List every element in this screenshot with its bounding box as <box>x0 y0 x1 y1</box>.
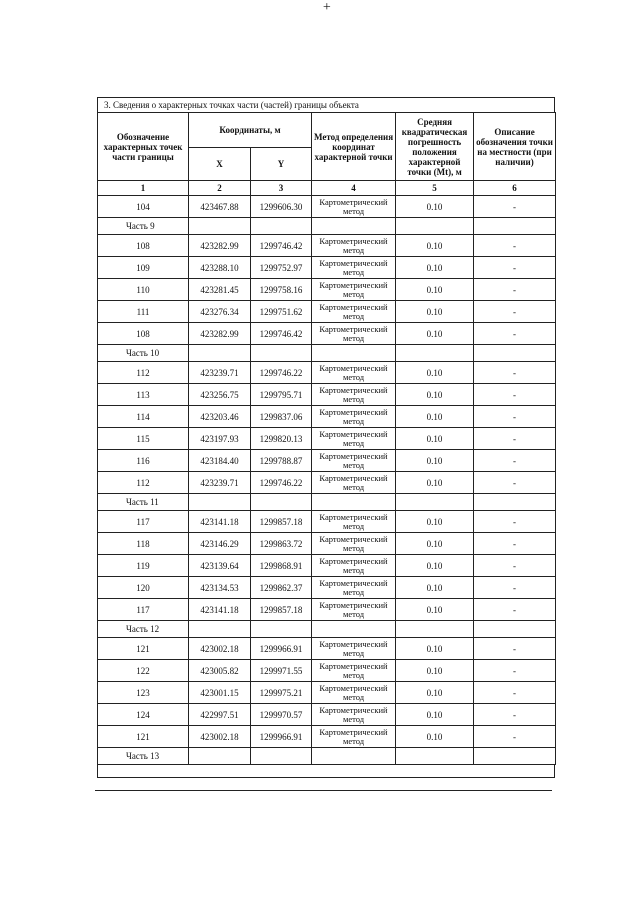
description-cell: - <box>474 450 556 472</box>
point-id: 117 <box>98 511 189 533</box>
accuracy-cell: 0.10 <box>396 533 474 555</box>
coord-y: 1299857.18 <box>251 511 312 533</box>
table-row <box>98 362 556 384</box>
column-number: 1 <box>98 181 189 196</box>
coord-y: 1299975.21 <box>251 682 312 704</box>
accuracy-cell: 0.10 <box>396 599 474 621</box>
point-id: 118 <box>98 533 189 555</box>
point-id: 119 <box>98 555 189 577</box>
coord-x: 423239.71 <box>189 472 251 494</box>
point-id: 120 <box>98 577 189 599</box>
description-cell: - <box>474 704 556 726</box>
accuracy-cell: 0.10 <box>396 235 474 257</box>
table-row <box>98 450 556 472</box>
coord-y: 1299820.13 <box>251 428 312 450</box>
coord-y: 1299758.16 <box>251 279 312 301</box>
point-id: 122 <box>98 660 189 682</box>
table-row <box>98 235 556 257</box>
empty-cell <box>396 621 474 638</box>
column-number: 3 <box>251 181 312 196</box>
point-id: 112 <box>98 472 189 494</box>
empty-cell <box>312 494 396 511</box>
coord-y: 1299837.06 <box>251 406 312 428</box>
empty-cell <box>312 345 396 362</box>
description-cell: - <box>474 638 556 660</box>
point-id: 114 <box>98 406 189 428</box>
accuracy-cell: 0.10 <box>396 450 474 472</box>
table-row <box>98 196 556 218</box>
coord-x: 423005.82 <box>189 660 251 682</box>
coord-x: 423134.53 <box>189 577 251 599</box>
accuracy-cell: 0.10 <box>396 704 474 726</box>
coord-x: 423276.34 <box>189 301 251 323</box>
table-header <box>98 113 556 196</box>
table-row <box>98 257 556 279</box>
point-id: 121 <box>98 726 189 748</box>
method-cell: Картометрический метод <box>312 406 396 428</box>
method-cell: Картометрический метод <box>312 323 396 345</box>
method-cell: Картометрический метод <box>312 279 396 301</box>
part-label: Часть 12 <box>98 621 189 638</box>
coord-x: 423256.75 <box>189 384 251 406</box>
empty-cell <box>189 621 251 638</box>
page-mark: + <box>322 0 332 15</box>
coord-y: 1299746.22 <box>251 472 312 494</box>
description-cell: - <box>474 511 556 533</box>
part-row <box>98 748 556 765</box>
empty-cell <box>474 218 556 235</box>
description-cell: - <box>474 279 556 301</box>
method-cell: Картометрический метод <box>312 450 396 472</box>
method-cell: Картометрический метод <box>312 599 396 621</box>
method-cell: Картометрический метод <box>312 704 396 726</box>
empty-cell <box>251 621 312 638</box>
table-row <box>98 472 556 494</box>
empty-cell <box>474 494 556 511</box>
method-cell: Картометрический метод <box>312 362 396 384</box>
description-cell: - <box>474 599 556 621</box>
coord-x: 423001.15 <box>189 682 251 704</box>
table-row <box>98 323 556 345</box>
coord-x: 423282.99 <box>189 323 251 345</box>
accuracy-cell: 0.10 <box>396 406 474 428</box>
description-cell: - <box>474 577 556 599</box>
method-cell: Картометрический метод <box>312 196 396 218</box>
part-row <box>98 218 556 235</box>
accuracy-cell: 0.10 <box>396 301 474 323</box>
empty-cell <box>474 748 556 765</box>
description-cell: - <box>474 257 556 279</box>
coord-x: 423184.40 <box>189 450 251 472</box>
coord-y: 1299868.91 <box>251 555 312 577</box>
point-id: 121 <box>98 638 189 660</box>
section-title: 3. Сведения о характерных точках части (частей) границы объекта <box>97 97 555 112</box>
part-label: Часть 13 <box>98 748 189 765</box>
table-row <box>98 577 556 599</box>
header-x: X <box>189 148 251 181</box>
header-accuracy: Средняя квадратическая погрешность положения характерной точки (Mt), м <box>396 113 474 181</box>
part-row <box>98 345 556 362</box>
description-cell: - <box>474 428 556 450</box>
empty-cell <box>396 218 474 235</box>
empty-cell <box>251 748 312 765</box>
coord-y: 1299746.42 <box>251 323 312 345</box>
column-number: 4 <box>312 181 396 196</box>
coord-y: 1299795.71 <box>251 384 312 406</box>
accuracy-cell: 0.10 <box>396 511 474 533</box>
coord-x: 422997.51 <box>189 704 251 726</box>
coord-y: 1299970.57 <box>251 704 312 726</box>
description-cell: - <box>474 555 556 577</box>
description-cell: - <box>474 301 556 323</box>
coord-x: 423197.93 <box>189 428 251 450</box>
table-row <box>98 704 556 726</box>
empty-cell <box>474 345 556 362</box>
coord-y: 1299966.91 <box>251 726 312 748</box>
part-row <box>98 494 556 511</box>
empty-cell <box>312 218 396 235</box>
table-row <box>98 726 556 748</box>
table-row <box>98 533 556 555</box>
accuracy-cell: 0.10 <box>396 555 474 577</box>
accuracy-cell: 0.10 <box>396 384 474 406</box>
point-id: 110 <box>98 279 189 301</box>
point-id: 124 <box>98 704 189 726</box>
part-label: Часть 9 <box>98 218 189 235</box>
page-bottom-rule <box>95 790 552 791</box>
boundary-points-table <box>97 112 556 765</box>
coord-y: 1299971.55 <box>251 660 312 682</box>
method-cell: Картометрический метод <box>312 511 396 533</box>
coord-x: 423002.18 <box>189 638 251 660</box>
empty-cell <box>251 494 312 511</box>
method-cell: Картометрический метод <box>312 726 396 748</box>
accuracy-cell: 0.10 <box>396 257 474 279</box>
table-row <box>98 599 556 621</box>
point-id: 109 <box>98 257 189 279</box>
column-number: 5 <box>396 181 474 196</box>
point-id: 111 <box>98 301 189 323</box>
coord-x: 423002.18 <box>189 726 251 748</box>
method-cell: Картометрический метод <box>312 428 396 450</box>
empty-cell <box>189 345 251 362</box>
accuracy-cell: 0.10 <box>396 577 474 599</box>
coord-x: 423146.29 <box>189 533 251 555</box>
coord-x: 423239.71 <box>189 362 251 384</box>
coord-x: 423141.18 <box>189 511 251 533</box>
point-id: 113 <box>98 384 189 406</box>
coord-y: 1299751.62 <box>251 301 312 323</box>
coord-y: 1299966.91 <box>251 638 312 660</box>
point-id: 104 <box>98 196 189 218</box>
method-cell: Картометрический метод <box>312 660 396 682</box>
description-cell: - <box>474 660 556 682</box>
table-row <box>98 511 556 533</box>
method-cell: Картометрический метод <box>312 235 396 257</box>
coord-y: 1299746.42 <box>251 235 312 257</box>
table-row <box>98 660 556 682</box>
table-row <box>98 301 556 323</box>
header-method: Метод определения координат характерной точки <box>312 113 396 181</box>
method-cell: Картометрический метод <box>312 301 396 323</box>
description-cell: - <box>474 682 556 704</box>
description-cell: - <box>474 362 556 384</box>
method-cell: Картометрический метод <box>312 638 396 660</box>
description-cell: - <box>474 384 556 406</box>
coord-y: 1299606.30 <box>251 196 312 218</box>
boundary-points-section <box>97 97 555 778</box>
point-id: 117 <box>98 599 189 621</box>
accuracy-cell: 0.10 <box>396 660 474 682</box>
description-cell: - <box>474 726 556 748</box>
part-label: Часть 10 <box>98 345 189 362</box>
description-cell: - <box>474 196 556 218</box>
description-cell: - <box>474 323 556 345</box>
column-number: 2 <box>189 181 251 196</box>
method-cell: Картометрический метод <box>312 472 396 494</box>
coord-y: 1299752.97 <box>251 257 312 279</box>
method-cell: Картометрический метод <box>312 257 396 279</box>
method-cell: Картометрический метод <box>312 555 396 577</box>
empty-cell <box>396 748 474 765</box>
table-row <box>98 406 556 428</box>
point-id: 108 <box>98 235 189 257</box>
empty-cell <box>312 748 396 765</box>
coord-y: 1299863.72 <box>251 533 312 555</box>
header-y: Y <box>251 148 312 181</box>
description-cell: - <box>474 533 556 555</box>
coord-x: 423282.99 <box>189 235 251 257</box>
accuracy-cell: 0.10 <box>396 196 474 218</box>
coord-y: 1299857.18 <box>251 599 312 621</box>
accuracy-cell: 0.10 <box>396 428 474 450</box>
part-label: Часть 11 <box>98 494 189 511</box>
point-id: 123 <box>98 682 189 704</box>
method-cell: Картометрический метод <box>312 384 396 406</box>
table-row <box>98 384 556 406</box>
point-id: 108 <box>98 323 189 345</box>
table-row <box>98 555 556 577</box>
table-body <box>98 196 556 765</box>
empty-cell <box>251 345 312 362</box>
table-row <box>98 638 556 660</box>
accuracy-cell: 0.10 <box>396 682 474 704</box>
description-cell: - <box>474 406 556 428</box>
table-row <box>98 279 556 301</box>
coord-x: 423467.88 <box>189 196 251 218</box>
point-id: 115 <box>98 428 189 450</box>
point-id: 116 <box>98 450 189 472</box>
empty-cell <box>312 621 396 638</box>
empty-cell <box>474 621 556 638</box>
accuracy-cell: 0.10 <box>396 472 474 494</box>
empty-cell <box>189 218 251 235</box>
coord-x: 423139.64 <box>189 555 251 577</box>
column-number: 6 <box>474 181 556 196</box>
method-cell: Картометрический метод <box>312 682 396 704</box>
coord-x: 423141.18 <box>189 599 251 621</box>
coord-x: 423281.45 <box>189 279 251 301</box>
coord-y: 1299862.37 <box>251 577 312 599</box>
table-row <box>98 682 556 704</box>
table-footer-row <box>97 765 555 778</box>
empty-cell <box>189 494 251 511</box>
coord-x: 423203.46 <box>189 406 251 428</box>
description-cell: - <box>474 472 556 494</box>
empty-cell <box>251 218 312 235</box>
method-cell: Картометрический метод <box>312 533 396 555</box>
header-designation: Обозначение характерных точек части границы <box>98 113 189 181</box>
header-description: Описание обозначения точки на местности (при наличии) <box>474 113 556 181</box>
empty-cell <box>396 345 474 362</box>
description-cell: - <box>474 235 556 257</box>
accuracy-cell: 0.10 <box>396 279 474 301</box>
header-coords: Координаты, м <box>189 113 312 148</box>
accuracy-cell: 0.10 <box>396 362 474 384</box>
table-row <box>98 428 556 450</box>
accuracy-cell: 0.10 <box>396 638 474 660</box>
coord-x: 423288.10 <box>189 257 251 279</box>
accuracy-cell: 0.10 <box>396 323 474 345</box>
part-row <box>98 621 556 638</box>
empty-cell <box>396 494 474 511</box>
coord-y: 1299788.87 <box>251 450 312 472</box>
empty-cell <box>189 748 251 765</box>
accuracy-cell: 0.10 <box>396 726 474 748</box>
point-id: 112 <box>98 362 189 384</box>
coord-y: 1299746.22 <box>251 362 312 384</box>
method-cell: Картометрический метод <box>312 577 396 599</box>
